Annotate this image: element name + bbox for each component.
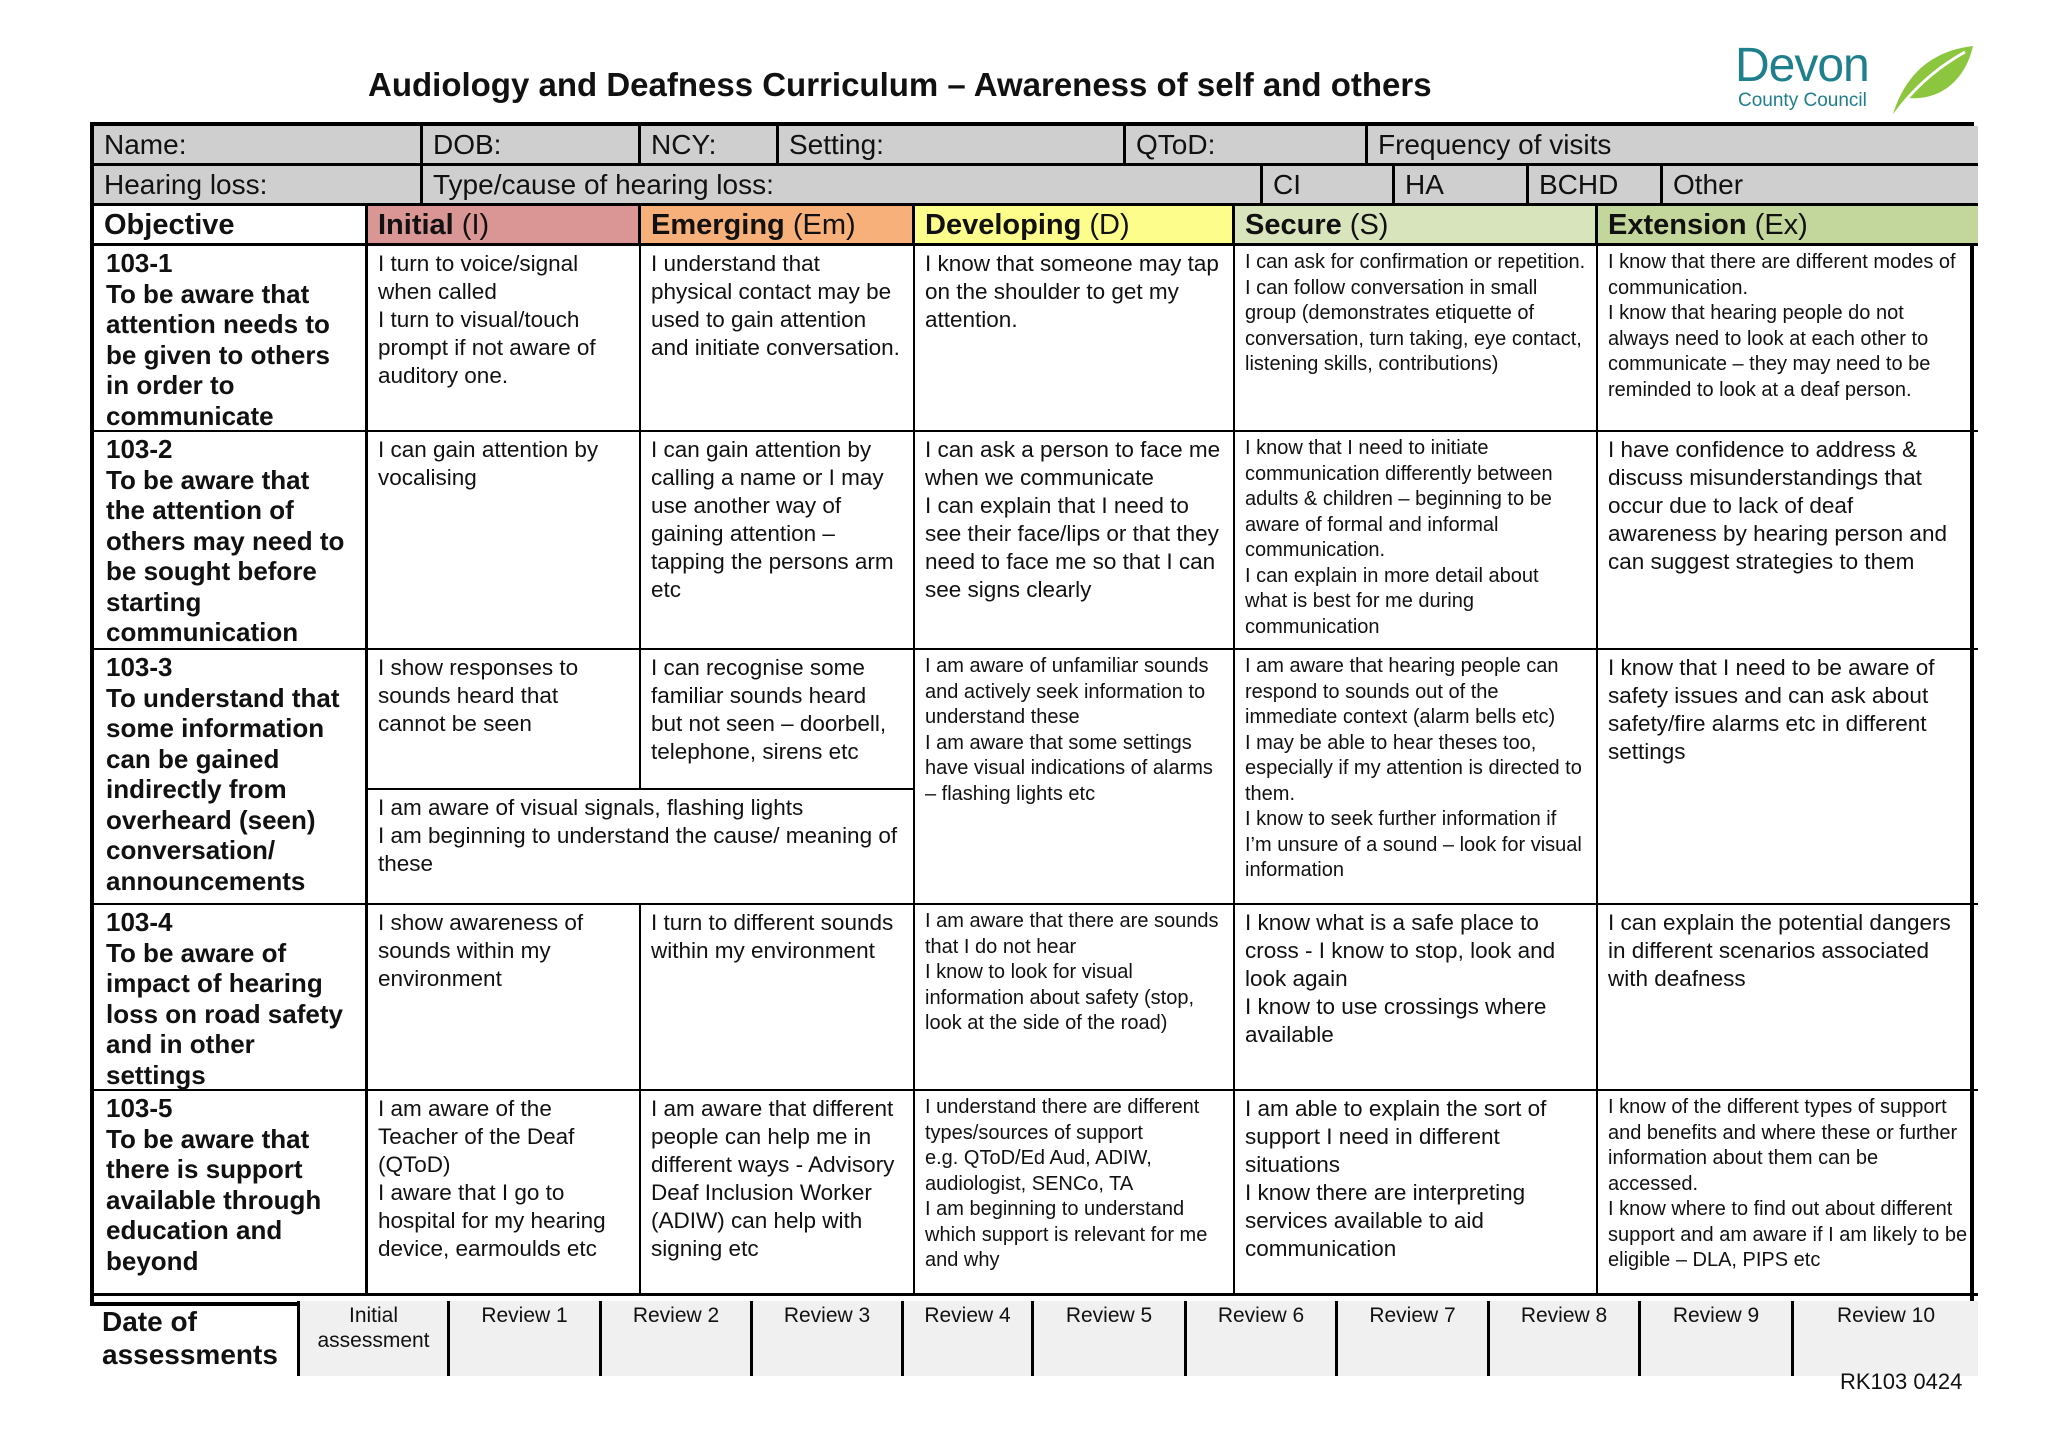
logo-name: Devon <box>1735 39 1869 92</box>
secure-103-1: I can ask for confirmation or repetition. I can follow conversation in small group (demonstrates etiquette of conversation, turn taking, eye contact, listening skills, contributions) <box>1235 246 1598 432</box>
other-field[interactable]: Other <box>1663 166 1978 206</box>
review-3-field[interactable]: Review 3 <box>753 1301 904 1376</box>
initial-header: Initial (I) <box>368 206 641 246</box>
hearing-loss-type-field[interactable]: Type/cause of hearing loss: <box>423 166 1263 206</box>
ncy-field[interactable]: NCY: <box>641 126 779 166</box>
objective-header: Objective <box>94 206 368 246</box>
extension-103-3: I know that I need to be aware of safety issues and can ask about safety/fire alarms etc in different settings <box>1598 650 1978 905</box>
extension-103-4: I can explain the potential dangers in different scenarios associated with deafness <box>1598 905 1978 1091</box>
qtod-field[interactable]: QToD: <box>1126 126 1368 166</box>
setting-field[interactable]: Setting: <box>779 126 1126 166</box>
secure-103-4: I know what is a safe place to cross - I know to stop, look and look again I know to use crossings where available <box>1235 905 1598 1091</box>
developing-103-1: I know that someone may tap on the shoulder to get my attention. <box>915 246 1235 432</box>
developing-103-5: I understand there are different types/sources of support e.g. QToD/Ed Aud, ADIW, audiologist, SENCo, TA I am beginning to understand which support is relevant for me and why <box>915 1091 1235 1296</box>
extension-103-1: I know that there are different modes of communication. I know that hearing people do not always need to look at each other to communicate – they may need to be reminded to look at a deaf person. <box>1598 246 1978 432</box>
initial-103-1: I turn to voice/signal when called I turn to visual/touch prompt if not aware of auditory one. <box>368 246 641 432</box>
secure-103-3: I am aware that hearing people can respond to sounds out of the immediate context (alarm bells etc) I may be able to hear theses too, especially if my attention is directed to them. I know to seek further information if I’m unsure of a sound – look for visual information <box>1235 650 1598 905</box>
ci-field[interactable]: CI <box>1263 166 1395 206</box>
curriculum-table <box>90 122 1974 1370</box>
objective-103-3: 103-3 To understand that some information can be gained indirectly from overheard (seen) conversation/ announcements <box>94 650 368 905</box>
initial-103-5: I am aware of the Teacher of the Deaf (QToD) I aware that I go to hospital for my hearing device, earmoulds etc <box>368 1091 641 1296</box>
objective-103-1: 103-1 To be aware that attention needs to be given to others in order to communicate <box>94 246 368 432</box>
document-title: Audiology and Deafness Curriculum – Awareness of self and others <box>368 66 1432 103</box>
initial-emerging-shared-103-3: I am aware of visual signals, flashing lights I am beginning to understand the cause/ meaning of these <box>368 790 915 905</box>
date-of-assessments-label: Date of assessments <box>94 1301 300 1376</box>
emerging-header: Emerging (Em) <box>641 206 915 246</box>
review-1-field[interactable]: Review 1 <box>450 1301 602 1376</box>
emerging-103-2: I can gain attention by calling a name or I may use another way of gaining attention – tapping the persons arm etc <box>641 432 915 650</box>
name-field[interactable]: Name: <box>94 126 423 166</box>
frequency-of-visits-field[interactable]: Frequency of visits <box>1368 126 1978 166</box>
initial-103-2: I can gain attention by vocalising <box>368 432 641 650</box>
secure-header: Secure (S) <box>1235 206 1598 246</box>
secure-103-2: I know that I need to initiate communication differently between adults & children – beginning to be aware of formal and informal communication. I can explain in more detail about what is best for me during communication <box>1235 432 1598 650</box>
review-8-field[interactable]: Review 8 <box>1490 1301 1641 1376</box>
devon-county-council-logo <box>1735 36 1975 126</box>
extension-header: Extension (Ex) <box>1598 206 1978 246</box>
review-7-field[interactable]: Review 7 <box>1338 1301 1490 1376</box>
objective-103-5: 103-5 To be aware that there is support available through education and beyond <box>94 1091 368 1296</box>
review-10-field[interactable]: Review 10 <box>1794 1301 1978 1376</box>
emerging-103-5: I am aware that different people can help me in different ways - Advisory Deaf Inclusion Worker (ADIW) can help with signing etc <box>641 1091 915 1296</box>
developing-103-2: I can ask a person to face me when we communicate I can explain that I need to see their face/lips or that they need to face me so that I can see signs clearly <box>915 432 1235 650</box>
dob-field[interactable]: DOB: <box>423 126 641 166</box>
leaf-icon <box>1885 36 1975 116</box>
review-9-field[interactable]: Review 9 <box>1641 1301 1794 1376</box>
developing-103-3: I am aware of unfamiliar sounds and actively seek information to understand these I am aware that some settings have visual indications of alarms – flashing lights etc <box>915 650 1235 905</box>
review-5-field[interactable]: Review 5 <box>1034 1301 1187 1376</box>
emerging-103-3: I can recognise some familiar sounds heard but not seen – doorbell, telephone, sirens etc <box>641 650 915 790</box>
initial-assessment-field[interactable]: Initial assessment <box>300 1301 450 1376</box>
bchd-field[interactable]: BCHD <box>1529 166 1663 206</box>
objective-103-4: 103-4 To be aware of impact of hearing loss on road safety and in other settings <box>94 905 368 1091</box>
emerging-103-1: I understand that physical contact may be used to gain attention and initiate conversation. <box>641 246 915 432</box>
hearing-loss-field[interactable]: Hearing loss: <box>94 166 423 206</box>
secure-103-5: I am able to explain the sort of support I need in different situations I know there are interpreting services available to aid communication <box>1235 1091 1598 1296</box>
extension-103-2: I have confidence to address & discuss misunderstandings that occur due to lack of deaf awareness by hearing person and can suggest strategies to them <box>1598 432 1978 650</box>
initial-103-3: I show responses to sounds heard that cannot be seen <box>368 650 641 790</box>
logo-subtitle: County Council <box>1738 90 1867 111</box>
emerging-103-4: I turn to different sounds within my environment <box>641 905 915 1091</box>
review-6-field[interactable]: Review 6 <box>1187 1301 1338 1376</box>
initial-103-4: I show awareness of sounds within my environment <box>368 905 641 1091</box>
extension-103-5: I know of the different types of support and benefits and where these or further information about them can be accessed. I know where to find out about different support and am aware if I am likely to be eligible – DLA, PIPS etc <box>1598 1091 1978 1296</box>
review-4-field[interactable]: Review 4 <box>904 1301 1034 1376</box>
ha-field[interactable]: HA <box>1395 166 1529 206</box>
review-2-field[interactable]: Review 2 <box>602 1301 753 1376</box>
objective-103-2: 103-2 To be aware that the attention of others may need to be sought before starting communication <box>94 432 368 650</box>
developing-103-4: I am aware that there are sounds that I do not hear I know to look for visual information about safety (stop, look at the side of the road) <box>915 905 1235 1091</box>
developing-header: Developing (D) <box>915 206 1235 246</box>
footer-code: RK103 0424 <box>1840 1369 1963 1394</box>
